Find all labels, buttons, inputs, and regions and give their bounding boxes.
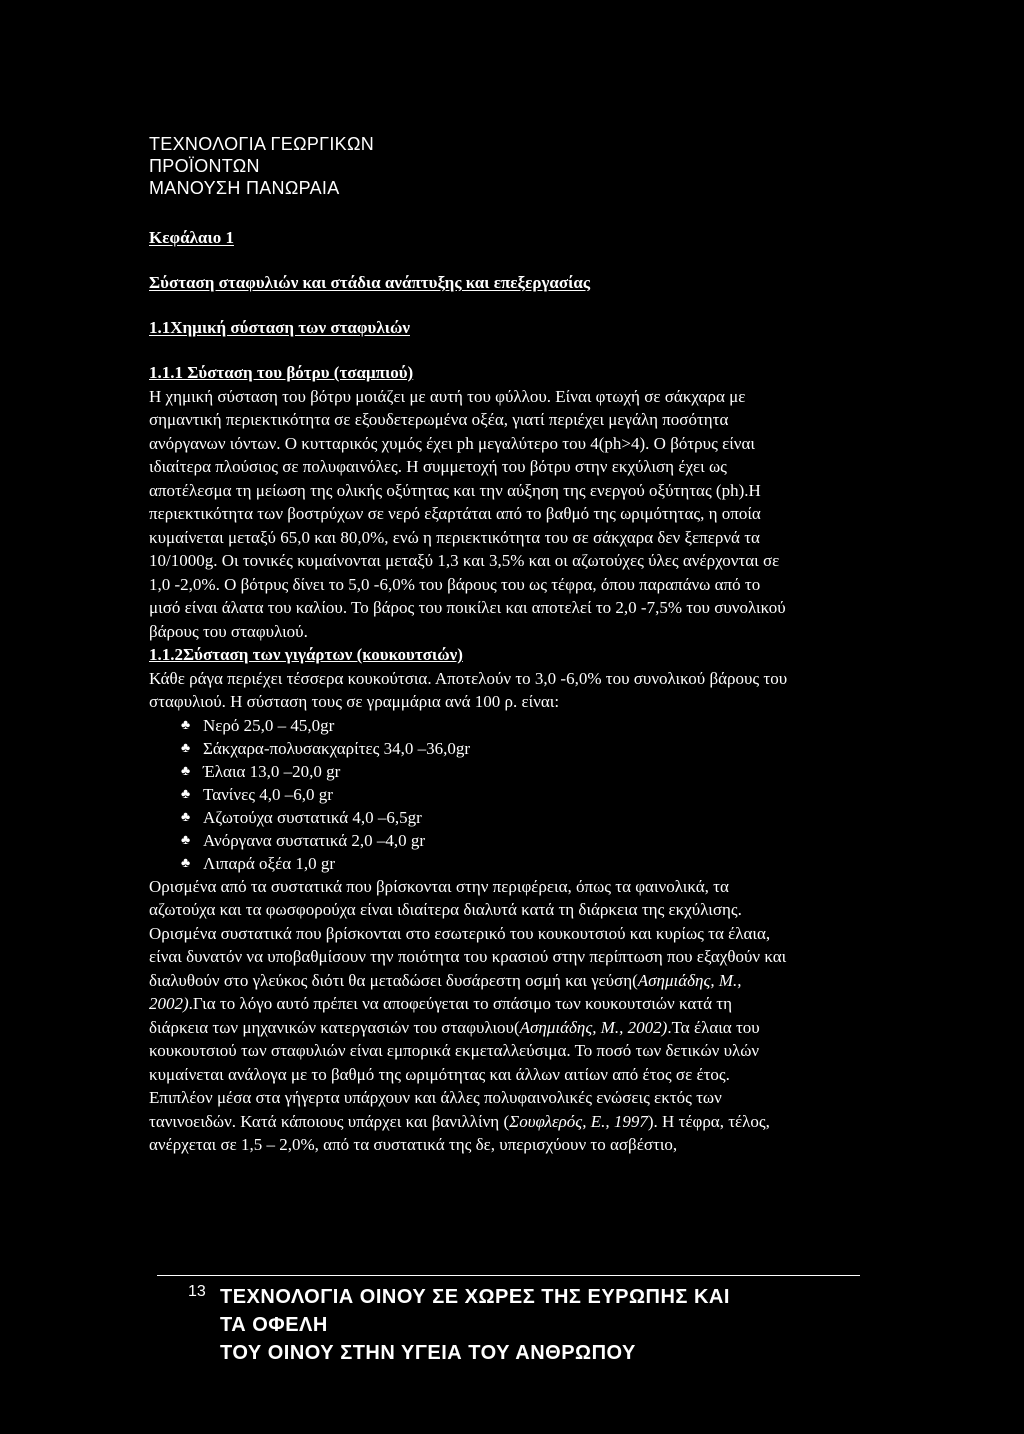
chapter-heading: Κεφάλαιο 1 xyxy=(149,228,234,247)
list-item: ♣ Σάκχαρα-πολυσακχαρίτες 34,0 –36,0gr xyxy=(181,738,471,758)
list-item: ♣ Τανίνες 4,0 –6,0 gr xyxy=(181,784,333,804)
bullet-icon: ♣ xyxy=(181,855,191,871)
seed-composition-list xyxy=(149,714,789,875)
list-item: ♣ Έλαια 13,0 –20,0 gr xyxy=(181,761,341,781)
bullet-icon: ♣ xyxy=(181,717,191,733)
paragraph-seeds-detail: Ορισμένα από τα συστατικά που βρίσκονται στην περιφέρεια, όπως τα φαινολικά, τα αζωτούχα και τα φωσφορούχα είναι ιδιαίτερα διαλυτά κατά τη διάρκεια της εκχύλισης. Ορισμένα συστατικά που βρίσκονται στο εσωτερικό του κουκουτσιού και κυρίως τα έλαια, είναι δυνατόν να υποβαθμίσουν την ποιότητα του κρασιού στην περίπτωση που εξαχθούν και διαλυθούν στο γλεύκος διότι θα μεταδώσει δυσάρεστη οσμή και γεύση(Ασημιάδης, Μ., 2002).Για το λόγο αυτό πρέπει να αποφεύγεται το σπάσιμο των κουκουτσιών κατά τη διάρκεια των μηχανικών κατεργασιών του σταφυλιου(Ασημιάδης, Μ., 2002).Τα έλαια του κουκουτσιού των σταφυλιών είναι εμπορικά εκμεταλλεύσιμα. Το ποσό των δετικών υλών κυμαίνεται ανάλογα με το βαθμό της ωριμότητας και άλλων αιτίων από έτος σε έτος. Επιπλέον μέσα στα γήγερτα υπάρχουν και άλλες πολυφαινολικές ενώσεις εκτός των τανινοειδών. Κατά κάποιους υπάρχει και βανιλλίνη (Σουφλερός, Ε., 1997). Η τέφρα, τέλος, ανέρχεται σε 1,5 – 2,0%, από τα συστατικά της δε, υπερισχύουν το ασβέστιο, xyxy=(149,876,787,1154)
citation: Σουφλερός, Ε., 1997 xyxy=(509,1111,648,1131)
chapter-title: Σύσταση σταφυλιών και στάδια ανάπτυξης και επεξεργασίας xyxy=(149,273,591,292)
list-item: ♣ Νερό 25,0 – 45,0gr xyxy=(181,715,335,735)
bullet-icon: ♣ xyxy=(181,809,191,825)
main-body xyxy=(149,361,789,1157)
bullet-icon: ♣ xyxy=(181,740,191,756)
section-1-1-heading: 1.1Χημική σύσταση των σταφυλιών xyxy=(149,318,410,337)
bullet-icon: ♣ xyxy=(181,763,191,779)
footer-line-2: ΤΑ ΟΦΕΛΗ xyxy=(220,1314,328,1336)
citation: Ασημιάδης, Μ., 2002) xyxy=(149,970,742,1013)
footer-title xyxy=(220,1283,730,1367)
page-number: 13 xyxy=(188,1283,206,1300)
header-line-1: ΤΕΧΝΟΛΟΓΙΑ ΓΕΩΡΓΙΚΩΝ xyxy=(149,134,375,154)
footer-divider xyxy=(157,1275,860,1276)
paragraph-seeds-intro: Κάθε ράγα περιέχει τέσσερα κουκούτσια. Αποτελούν το 3,0 -6,0% του συνολικού βάρους του σταφυλιού. Η σύσταση τους σε γραμμάρια ανά 100 ρ. είναι: xyxy=(149,668,788,711)
bullet-icon: ♣ xyxy=(181,786,191,802)
document-header xyxy=(149,133,374,199)
header-line-2: ΠΡΟΪΟΝΤΩΝ xyxy=(149,156,260,176)
header-line-3: ΜΑΝΟΥΣΗ ΠΑΝΩΡΑΙΑ xyxy=(149,178,340,198)
list-item: ♣ Λιπαρά οξέα 1,0 gr xyxy=(181,853,336,873)
bullet-icon: ♣ xyxy=(181,832,191,848)
citation: Ασημιάδης, Μ., 2002) xyxy=(519,1017,668,1037)
footer-line-1: ΤΕΧΝΟΛΟΓΙΑ ΟΙΝΟΥ ΣΕ ΧΩΡΕΣ ΤΗΣ ΕΥΡΩΠΗΣ ΚΑΙ xyxy=(220,1286,730,1308)
section-1-1-2-heading: 1.1.2Σύσταση των γιγάρτων (κουκουτσιών) xyxy=(149,645,463,664)
section-1-1-1-heading: 1.1.1 Σύσταση του βότρυ (τσαμπιού) xyxy=(149,363,414,382)
paragraph-botrys: Η χημική σύσταση του βότρυ μοιάζει με αυτή του φύλλου. Είναι φτωχή σε σάκχαρα με σημαντική περιεκτικότητα σε εξουδετερωμένα οξέα, γιατί περιέχει μεγάλη ποσότητα ανόργανων ιόντων. Ο κυτταρικός χυμός έχει ph μεγαλύτερο του 4(ph>4). Ο βότρυς είναι ιδιαίτερα πλούσιος σε πολυφαινόλες. Η συμμετοχή του βότρυ στην εκχύλιση έχει ως αποτέλεσμα τη μείωση της ολικής οξύτητας και την αύξηση της ενεργού οξύτητας (ph).Η περιεκτικότητα των βοστρύχων σε νερό εξαρτάται από το βαθμό της ωριμότητας, η οποία κυμαίνεται μεταξύ 65,0 και 80,0%, ενώ η περιεκτικότητα του σε σάκχαρα δεν ξεπερνά τα 10/1000g. Οι τονικές κυμαίνονται μεταξύ 1,3 και 3,5% και οι αζωτούχες ύλες ανέρχονται σε 1,0 -2,0%. Ο βότρυς δίνει το 5,0 -6,0% του βάρους του ως τέφρα, όπου παραπάνω από το μισό είναι άλατα του καλίου. Το βάρος του ποικίλει και αποτελεί το 2,0 -7,5% του συνολικού βάρους του σταφυλιού. xyxy=(149,386,786,641)
list-item: ♣ Ανόργανα συστατικά 2,0 –4,0 gr xyxy=(181,830,426,850)
footer-line-3: ΤΟΥ ΟΙΝΟΥ ΣΤΗΝ ΥΓΕΙΑ ΤΟΥ ΑΝΘΡΩΠΟΥ xyxy=(220,1342,636,1364)
list-item: ♣ Αζωτούχα συστατικά 4,0 –6,5gr xyxy=(181,807,422,827)
